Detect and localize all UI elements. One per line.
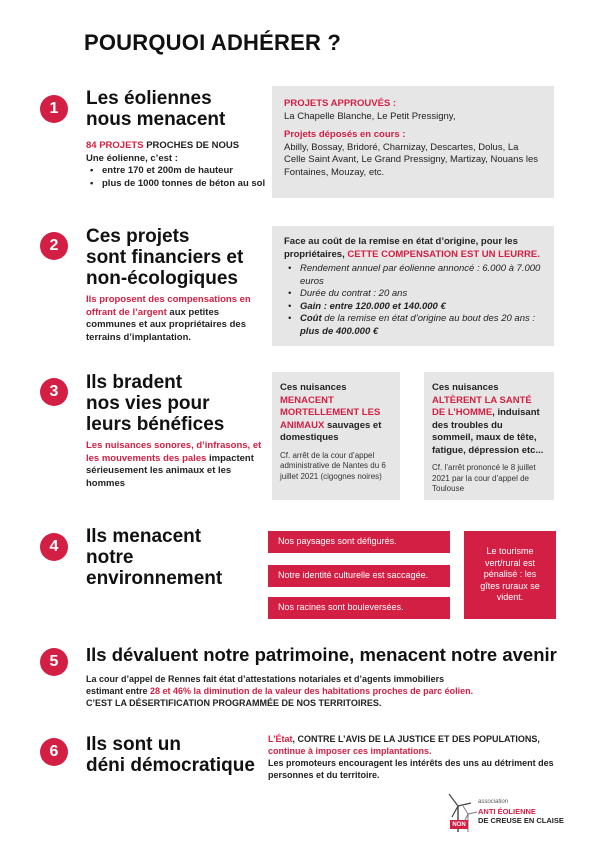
section-1-body: [86, 140, 266, 190]
nuisance-rest: impactent sérieusement les animaux et les hommes: [86, 452, 254, 489]
animals-text: [280, 382, 392, 445]
value-drop-highlight: 28 et 46% la diminution de la valeur des habitations proches de parc éolien.: [150, 686, 474, 696]
section-5-line3: C’EST LA DÉSERTIFICATION PROGRAMMÉE DE NOS TERRITOIRES.: [86, 698, 382, 708]
cost-text: de la remise en état d’origine au bout des 20 ans :: [321, 313, 536, 324]
filed-projects-text: Abilly, Bossay, Bridoré, Charnizay, Descartes, Dolus, La Celle Saint Avant, Le Grand Pressigny, Martizay, Nouans les Fontaines, Mouzay, etc.: [284, 141, 538, 178]
section-2-number: 2: [40, 232, 68, 260]
bullet-concrete: • plus de 1000 tonnes de béton au sol: [86, 178, 266, 191]
section-5-line1: La cour d’appel de Rennes fait état d’attestations notariales et d’agents immobiliers: [86, 674, 445, 684]
animals-pre: Ces nuisances: [280, 382, 347, 393]
section-1-title-line2: nous menacent: [86, 109, 226, 130]
compensation-lure: CETTE COMPENSATION EST UN LEURRE.: [347, 248, 540, 260]
section-4-title-line2: notre: [86, 547, 134, 568]
health-note: Cf. l’arrêt prononcé le 8 juillet 2021 par la cour d’appel de Toulouse: [432, 463, 536, 493]
section-1-intro: Une éolienne, c’est :: [86, 152, 178, 164]
count-highlight: 84 PROJETS: [86, 140, 144, 151]
section-1-title-line1: Les éoliennes: [86, 88, 212, 109]
compensation-rest: aux petites communes et aux propriétaires des terrains d’implantation.: [86, 306, 246, 343]
compensation-intro: [284, 236, 542, 261]
health-highlight: ALTÈRENT LA SANTÉ DE L’HOMME: [432, 394, 532, 418]
health-post: , induisant des troubles du sommeil, maux de tête, fatigue, dépression etc...: [432, 407, 544, 456]
section-3-number: 3: [40, 378, 68, 406]
state-rest: , CONTRE L’AVIS DE LA JUSTICE ET DES POPULATIONS,: [292, 734, 540, 744]
section-2-body: [86, 294, 262, 344]
section-2-title: [86, 226, 243, 289]
approved-projects-text: La Chapelle Blanche, Le Petit Pressigny,: [284, 110, 456, 122]
animals-highlight: MENACENT MORTELLEMENT LES ANIMAUX: [280, 394, 381, 431]
section-5-title: Ils dévaluent notre patrimoine, menacent notre avenir: [86, 644, 557, 665]
animals-box: [272, 372, 400, 500]
section-1-bullets: [86, 165, 266, 190]
bullet-duration: • Durée du contrat : 20 ans: [284, 288, 542, 301]
health-text: [432, 382, 546, 457]
section-6-title-line1: Ils sont un: [86, 734, 181, 755]
section-5-line2: [86, 685, 556, 697]
section-5-number: 5: [40, 648, 68, 676]
section-5-body: [86, 673, 556, 709]
section-6-body: [268, 733, 560, 781]
health-pre: Ces nuisances: [432, 382, 499, 393]
section-3-title: [86, 372, 224, 435]
logo-badge: NON: [450, 820, 468, 829]
section-4-number: 4: [40, 533, 68, 561]
animals-post: sauvages et domestiques: [280, 419, 382, 443]
section-6-line3: Les promoteurs encouragent les intérêts des uns au détriment des personnes et du territoire.: [268, 758, 554, 780]
section-5-line2-pre: estimant entre: [86, 686, 151, 696]
section-3-title-line3: leurs bénéfices: [86, 414, 225, 435]
page-title: POURQUOI ADHÉRER ?: [84, 30, 342, 55]
gain-value: : entre 120.000 et 140.000 €: [321, 300, 446, 312]
cost-label: Coût: [300, 313, 322, 324]
section-2-title-line2: sont financiers et: [86, 247, 244, 268]
section-3-title-line1: Ils bradent: [86, 372, 183, 393]
logo-name-line2: DE CREUSE EN CLAISE: [478, 816, 564, 825]
section-1-count: [86, 140, 266, 153]
section-6-line1: [268, 733, 560, 745]
bullet-height: • entre 170 et 200m de hauteur: [86, 165, 266, 178]
section-4-title-line3: environnement: [86, 568, 223, 589]
section-4-title-line1: Ils menacent: [86, 526, 202, 547]
section-2-title-line3: non-écologiques: [86, 268, 238, 289]
section-6-line2: continue à imposer ces implantations.: [268, 746, 432, 756]
compensation-highlight: Ils proposent des compensations en offrant de l’argent: [86, 294, 251, 318]
compensation-intro-text: Face au coût de la remise en état d’origine, pour les propriétaires,: [284, 236, 518, 260]
tourism-box: Le tourisme vert/rural est pénalisé : les gîtes ruraux se vident.: [464, 531, 556, 619]
nuisance-highlight: Les nuisances sonores, d’infrasons, et les mouvements des pales: [86, 440, 262, 464]
section-2-title-line1: Ces projets: [86, 226, 190, 247]
gain-label: Gain: [300, 300, 322, 312]
section-1-title: [86, 88, 225, 130]
logo-association: association: [478, 799, 509, 805]
env-item-landscapes: Nos paysages sont défigurés.: [268, 531, 450, 553]
section-6-title: [86, 734, 255, 776]
section-6-title-line2: déni démocratique: [86, 755, 255, 776]
projects-box: [272, 86, 554, 198]
count-rest: PROCHES DE NOUS: [143, 140, 240, 151]
section-3-title-line2: nos vies pour: [86, 393, 210, 414]
compensation-bullets: [284, 263, 542, 338]
compensation-box: [272, 226, 554, 346]
bullet-yield: • Rendement annuel par éolienne annoncé : 6.000 à 7.000 euros: [284, 263, 542, 288]
bullet-gain: [284, 301, 542, 314]
animals-note: Cf. arrêt de la cour d’appel administrative de Nantes du 6 juillet 2021 (cigognes noires): [280, 450, 386, 481]
section-4-title: [86, 526, 222, 589]
approved-projects-label: PROJETS APPROUVÉS :: [284, 98, 397, 109]
env-item-roots: Nos racines sont bouleversées.: [268, 597, 450, 619]
state-highlight: L’État: [268, 734, 293, 744]
bullet-cost: [284, 313, 542, 338]
logo-name-line1: ANTI ÉOLIENNE: [478, 807, 536, 816]
env-item-culture: Notre identité culturelle est saccagée.: [268, 565, 450, 587]
health-box: [424, 372, 554, 500]
section-6-number: 6: [40, 738, 68, 766]
section-1-number: 1: [40, 95, 68, 123]
filed-projects-label: Projets déposés en cours :: [284, 129, 406, 140]
cost-value: plus de 400.000 €: [300, 325, 379, 337]
section-3-body: [86, 440, 262, 490]
